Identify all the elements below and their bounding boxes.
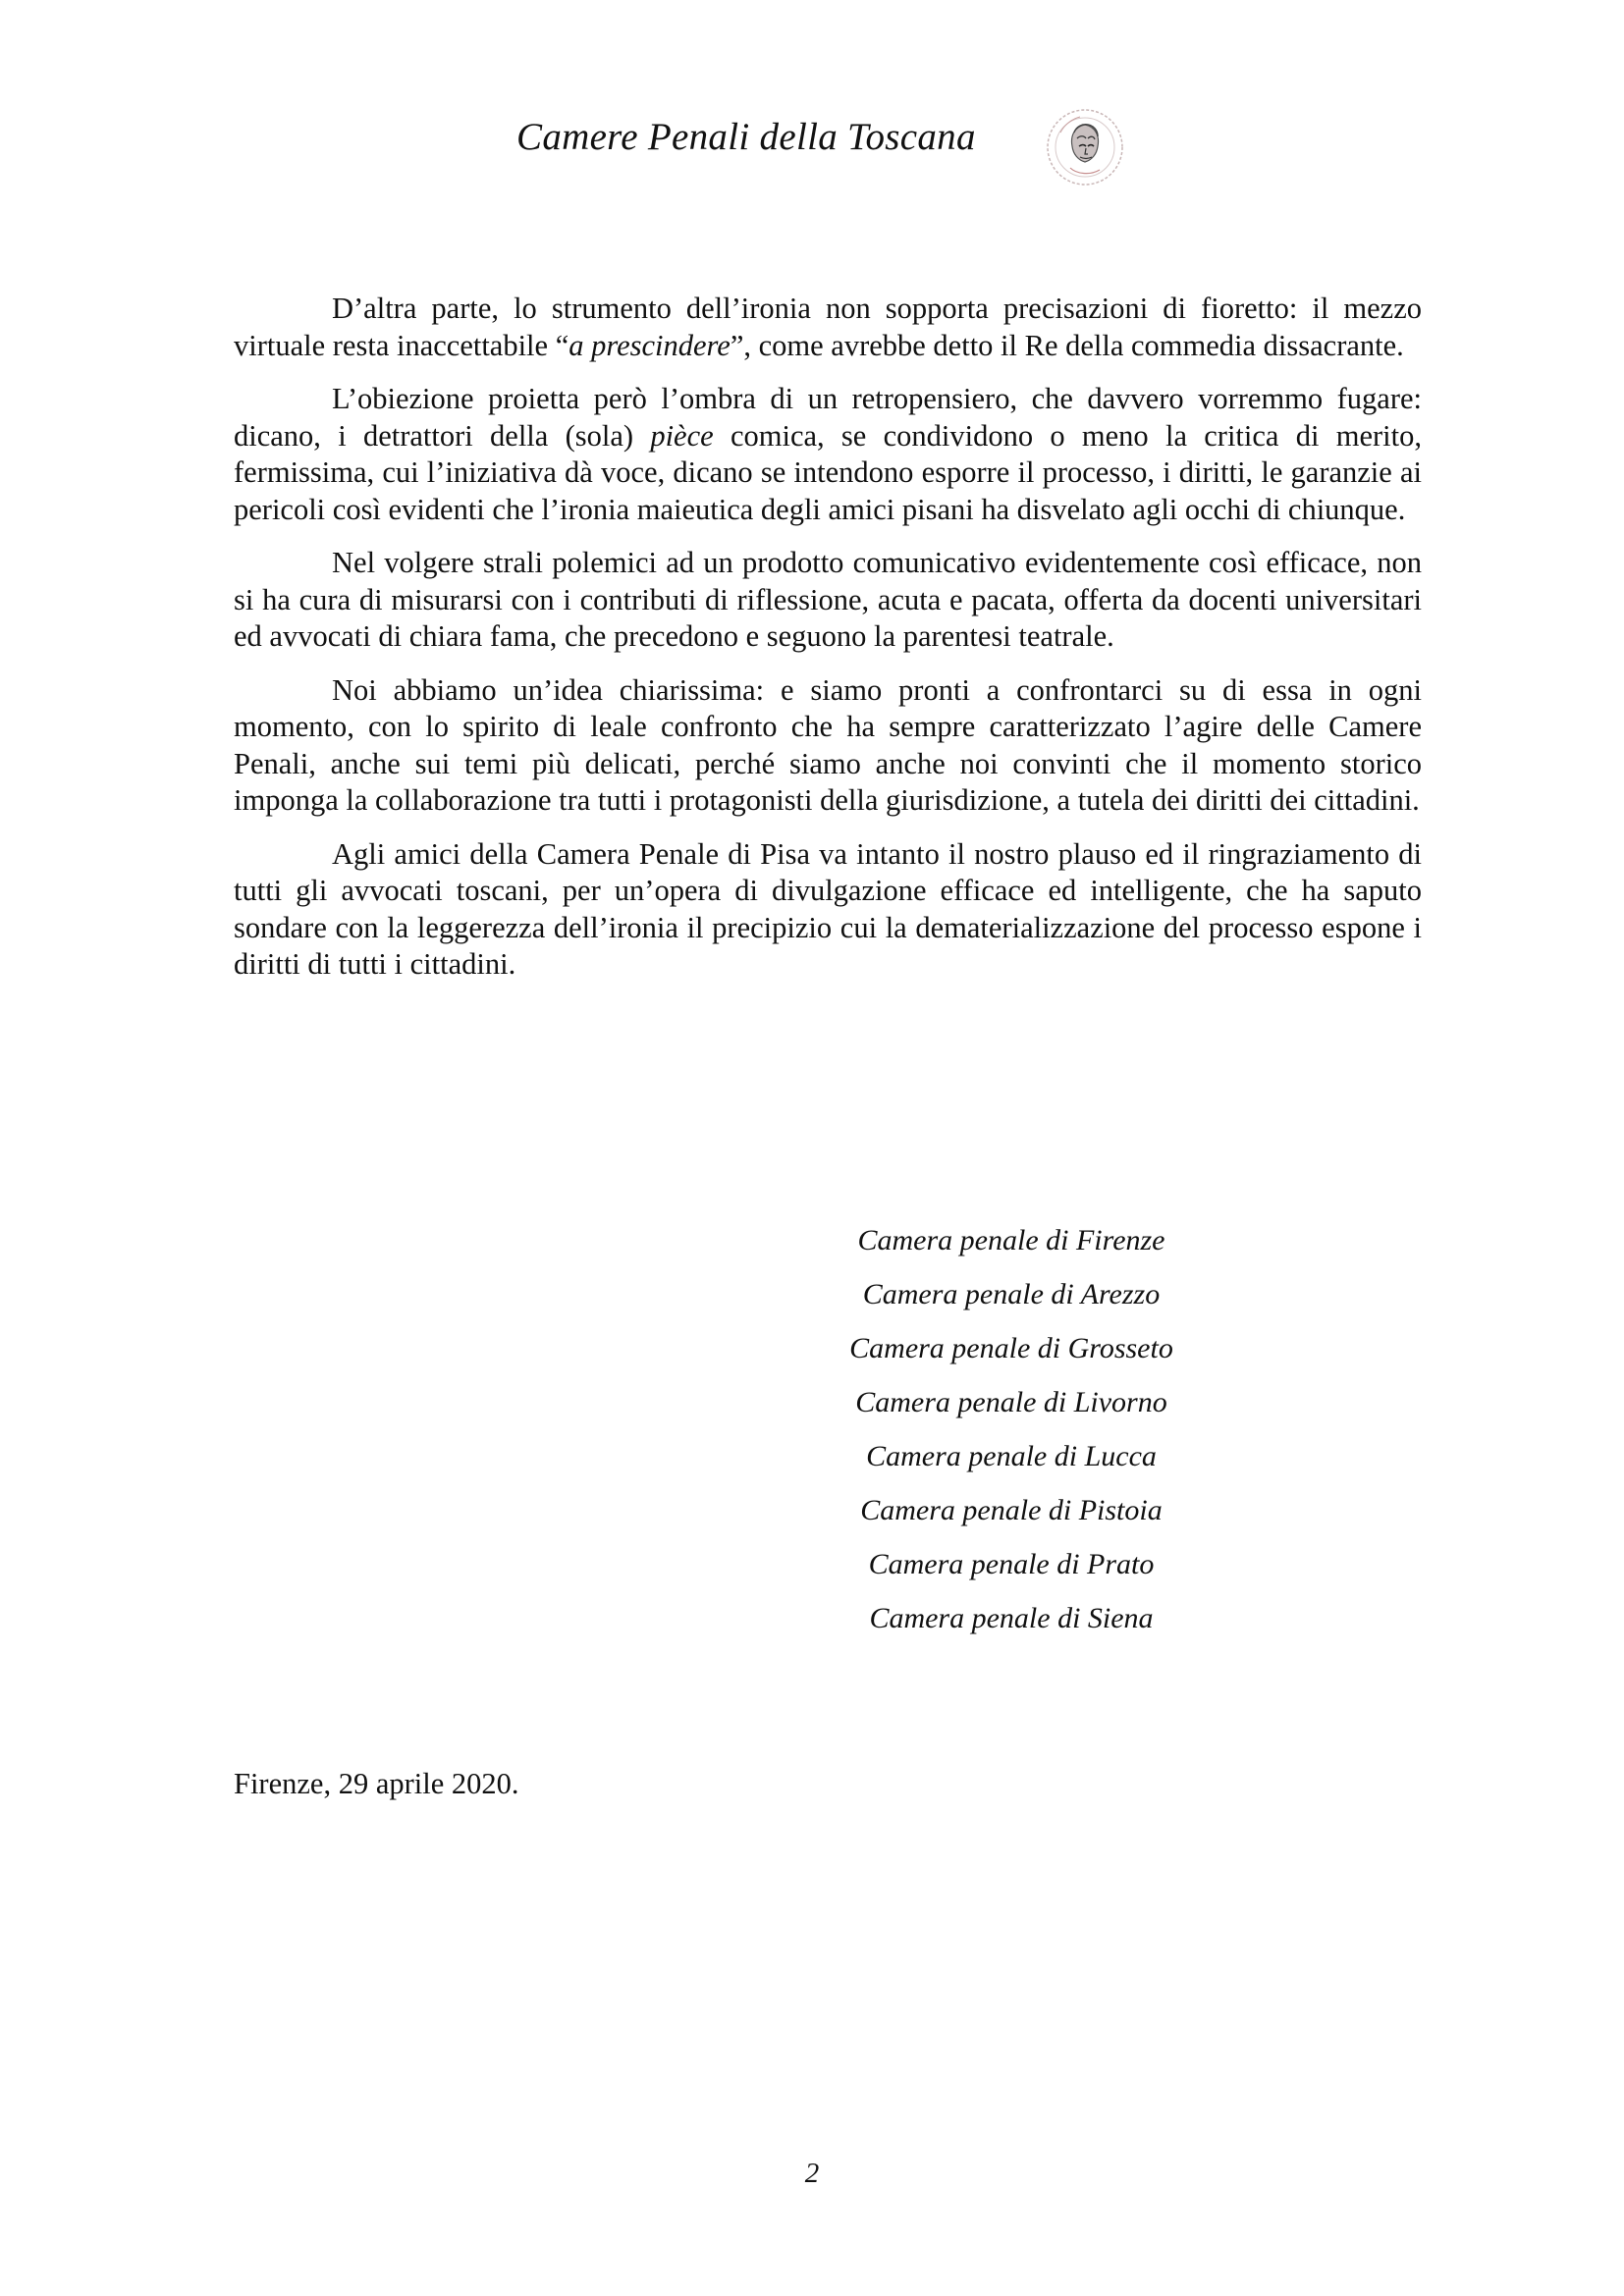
signatory: Camera penale di Lucca xyxy=(866,1440,1157,1472)
signatory: Camera penale di Livorno xyxy=(855,1386,1167,1418)
signatory: Camera penale di Firenze xyxy=(857,1224,1165,1256)
header-title: Camere Penali della Toscana xyxy=(516,116,976,158)
circular-seal-logo-icon xyxy=(1031,103,1139,191)
date-line: Firenze, 29 aprile 2020. xyxy=(234,1767,519,1800)
text-segment: Noi abbiamo un’idea chiarissima: e siamo pronti a confrontarci su di essa in ogni momento, con lo spirito di leale confronto che ha sempre caratterizzato l’agire delle Camere Penali, anche sui temi più delicati, perché siamo anche noi convinti che il momento storico imponga la collaborazione tra tutti i protagonisti della giurisdizione, a tutela dei diritti dei cittadini. xyxy=(234,672,1422,817)
italic-text-segment: a prescindere xyxy=(568,328,731,362)
text-segment: comica, se condividono o meno la critica di merito, fermissima, cui l’iniziativa dà voce, dicano se intendono esporre il processo, i diritti, le garanzie ai pericoli così evidenti che l’ironia maieutica degli amici pisani ha disvelato agli occhi di chiunque. xyxy=(234,418,1422,526)
signatory: Camera penale di Arezzo xyxy=(862,1278,1161,1310)
paragraph xyxy=(234,836,1422,984)
signatories-list xyxy=(776,1222,1247,1654)
paragraph xyxy=(234,672,1422,820)
text-segment: L’obiezione proietta però l’ombra di un retropensiero, che davvero vorremmo fugare: dicano, i detrattori della (sola) xyxy=(234,382,1422,453)
signatory: Camera penale di Pistoia xyxy=(860,1494,1163,1526)
signatory: Camera penale di Prato xyxy=(868,1548,1155,1580)
text-segment: ”, come avrebbe detto il Re della commedia dissacrante. xyxy=(730,328,1404,362)
paragraph xyxy=(234,291,1422,364)
signatory: Camera penale di Grosseto xyxy=(849,1332,1173,1364)
text-segment: Nel volgere strali polemici ad un prodotto comunicativo evidentemente così efficace, non si ha cura di misurarsi con i contributi di riflessione, acuta e pacata, offerta da docenti universitari ed avvocati di chiara fama, che precedono e seguono la parentesi teatrale. xyxy=(234,546,1422,653)
text-segment: Agli amici della Camera Penale di Pisa va intanto il nostro plauso ed il ringraziamento di tutti gli avvocati toscani, per un’opera di divulgazione efficace ed intelligente, che ha saputo sondare con la leggerezza dell’ironia il precipizio cui la dematerializzazione del processo espone i diritti di tutti i cittadini. xyxy=(234,836,1422,981)
letter-body xyxy=(234,291,1422,1000)
page-number: 2 xyxy=(804,2158,820,2189)
signatory: Camera penale di Siena xyxy=(869,1602,1154,1634)
paragraph xyxy=(234,545,1422,656)
italic-text-segment: pièce xyxy=(650,418,714,453)
paragraph xyxy=(234,381,1422,528)
page-header xyxy=(0,103,1624,201)
text-segment: D’altra parte, lo strumento dell’ironia non sopporta precisazioni di fioretto: il mezzo virtuale resta inaccettabile “ xyxy=(234,292,1422,362)
